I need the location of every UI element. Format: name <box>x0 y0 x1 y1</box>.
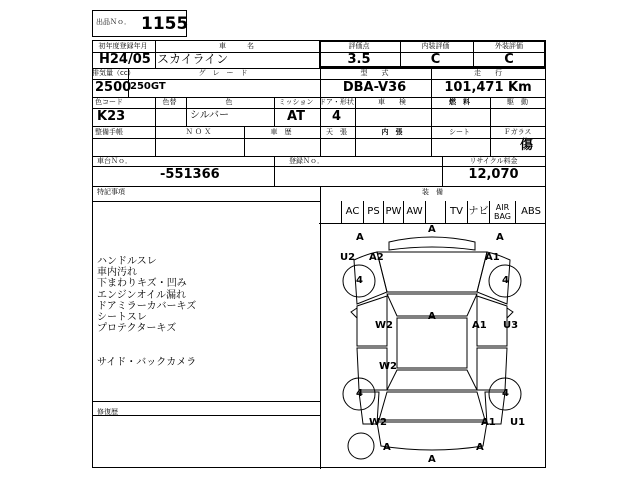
remark-item: 車内汚れ <box>97 267 137 279</box>
mark-u2: U2 <box>340 252 356 263</box>
color-value: シルバー <box>190 110 230 121</box>
mark-a1-upper: A1 <box>485 252 500 263</box>
color-code-label: 色コード <box>95 98 123 106</box>
interior-trim-label: 内 張 <box>381 128 403 136</box>
repair-history-title: 修復歴 <box>97 408 118 416</box>
mileage-value: 101,471 Km <box>444 80 532 95</box>
color-code-value: K23 <box>97 109 126 124</box>
grade-label: グ レ ー ド <box>198 69 248 77</box>
left-mirror <box>351 308 357 318</box>
spare-tire <box>348 433 374 459</box>
mark-u1: U1 <box>510 417 526 428</box>
nox-label: Ｎ Ｏ Ｘ <box>185 128 212 136</box>
rear-window-shape <box>387 370 477 390</box>
displacement-label: 排気量（cc） <box>92 69 135 77</box>
recycle-fee-value: 12,070 <box>468 167 519 182</box>
row-divider <box>93 201 320 202</box>
remark-item: 下まわりキズ・凹み <box>97 278 187 290</box>
row-divider <box>93 138 545 139</box>
car-name-label: 車 名 <box>219 42 254 50</box>
remark-item: ハンドルスレ <box>97 256 157 267</box>
vehicle-history-label: 車 歴 <box>270 128 292 136</box>
lot-number-value: 1155 <box>141 14 189 34</box>
equipment-item: AC <box>341 201 363 223</box>
col-divider <box>274 156 275 186</box>
equipment-item: ナビ <box>467 201 489 223</box>
door-value: 4 <box>331 109 342 124</box>
row-divider <box>93 126 545 127</box>
maintenance-book-label: 整備手帳 <box>95 128 123 136</box>
mileage-label: 走 行 <box>474 69 502 77</box>
equipment-item: PS <box>363 201 383 223</box>
exterior-grade-label: 外装評価 <box>495 42 523 50</box>
score-label: 評価点 <box>348 42 370 50</box>
mark-rear-right: A <box>476 442 484 453</box>
equipment-item: TV <box>445 201 467 223</box>
remarks-title: 特記事項 <box>97 188 125 196</box>
mission-value: AT <box>287 109 305 124</box>
drive-label: 駆 動 <box>507 98 528 106</box>
equipment-item: ABS <box>515 201 546 223</box>
mark-tire-fl: 4 <box>356 275 363 286</box>
registration-number-label: 登録Ｎｏ． <box>289 157 324 165</box>
mark-u3: U3 <box>503 320 519 331</box>
mark-w2-side: W2 <box>375 320 393 331</box>
mark-front-left: A <box>356 232 364 243</box>
roof-shape <box>397 318 467 368</box>
seat-label: シート <box>449 128 470 136</box>
lot-number-box <box>92 10 187 37</box>
model-code-label: 型 式 <box>360 69 389 77</box>
interior-grade-label: 内装評価 <box>421 42 450 50</box>
remark-item: シートスレ <box>97 312 147 323</box>
remark-item: プロテクターキズ <box>97 323 177 335</box>
mark-w2-mid: W2 <box>379 361 397 372</box>
mark-rear-left: A <box>383 442 391 453</box>
rear-bumper-shape <box>377 422 487 450</box>
score-value: 3.5 <box>347 52 371 67</box>
model-code-value: DBA-V36 <box>342 80 407 95</box>
color-change-label: 色替 <box>162 98 177 106</box>
recycle-fee-label: リサイクル料金 <box>469 157 518 165</box>
mark-w2-low: W2 <box>369 417 387 428</box>
grade-value: 250GT <box>130 81 166 92</box>
grade-outline <box>319 40 546 68</box>
mission-label: ミッション <box>278 98 314 106</box>
mark-a1-side: A1 <box>472 320 487 331</box>
front-bumper-shape <box>389 237 475 250</box>
equipment-item: AW <box>403 201 425 223</box>
inspection-label: 車 検 <box>378 98 406 106</box>
remark-item: エンジンオイル漏れ <box>97 289 186 301</box>
remark-item: ドアミラーカバーキズ <box>97 300 197 312</box>
mark-a1-low: A1 <box>481 417 496 428</box>
car-name-value: スカイライン <box>157 52 229 66</box>
door-label: ドア・形状 <box>319 98 354 106</box>
mark-roof: A <box>428 311 436 322</box>
chassis-number-value: -551366 <box>160 167 220 182</box>
mark-front-center: A <box>428 224 436 235</box>
registration-date-label: 初年度登録年月 <box>98 42 148 50</box>
interior-grade-value: C <box>430 52 441 67</box>
right-mirror <box>507 308 513 318</box>
chassis-number-label: 車台Ｎｏ． <box>97 157 132 165</box>
lot-number-label: 出品Ｎｏ． <box>96 18 131 26</box>
equipment-title: 装 備 <box>422 188 443 196</box>
windshield-label: Ｆガラス <box>503 128 532 136</box>
mark-rear-center: A <box>428 454 436 465</box>
mark-front-right: A <box>496 232 504 243</box>
remarks-extra: サイド・バックカメラ <box>97 357 197 368</box>
mark-a2: A2 <box>369 252 384 263</box>
row-divider <box>93 186 545 187</box>
color-label: 色 <box>225 98 233 106</box>
fuel-label: 燃 料 <box>449 98 470 106</box>
hood-shape <box>377 252 487 292</box>
mark-tire-fr: 4 <box>502 275 509 286</box>
equipment-item: AIR BAG <box>489 201 515 223</box>
trunk-shape <box>379 392 485 420</box>
row-divider <box>93 401 320 402</box>
equipment-item <box>425 201 445 223</box>
mark-tire-rr: 4 <box>502 388 509 399</box>
row-divider <box>93 415 320 416</box>
headlining-label: 天 張 <box>326 128 347 136</box>
mark-tire-rl: 4 <box>356 388 363 399</box>
equipment-item: PW <box>383 201 403 223</box>
registration-date-value: H24/05 <box>99 52 151 67</box>
right-rear-door <box>477 348 507 390</box>
windshield-value: 傷 <box>520 138 534 153</box>
exterior-grade-value: C <box>504 52 514 67</box>
displacement-value: 2500 <box>95 80 132 95</box>
